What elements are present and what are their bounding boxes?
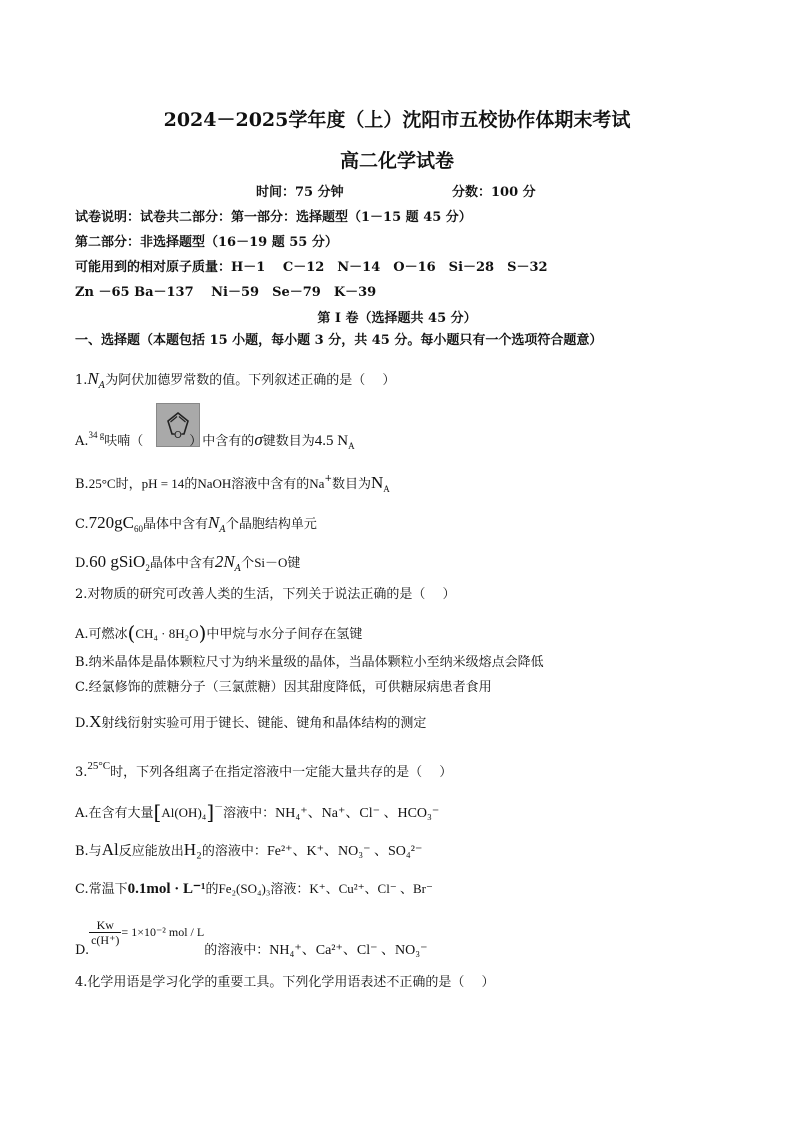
question-2-option-d: D.X射线衍射实验可用于键长、键能、键角和晶体结构的测定 xyxy=(75,712,427,731)
question-3-stem: 3.$^{25^\circ C}$时，下列各组离子在指定溶液中一定能大量共存的是（ ） xyxy=(75,760,453,780)
question-2-option-a: A.可燃冰(CH₄ · 8H₂O)中甲烷与水分子间存在氢键 xyxy=(75,621,363,645)
kw-fraction: $\frac{Kw}{c(H^+)}$ xyxy=(91,918,120,947)
svg-text:O: O xyxy=(174,430,182,441)
exam-time: 时间：75 分钟 xyxy=(256,185,344,200)
volume-heading: 第 I 卷（选择题共 45 分） xyxy=(317,311,477,326)
question-2-option-c: C.经氯修饰的蔗糖分子（三氯蔗糖）因其甜度降低，可供糖尿病患者食用 xyxy=(75,680,492,695)
intro-line-4: Zn －65 Ba－137 Ni－59 Se－79 K－39 xyxy=(75,285,377,300)
exam-score: 分数：100 分 xyxy=(452,185,536,200)
question-2-option-b: B.纳米晶体是晶体颗粒尺寸为纳米量级的晶体，当晶体颗粒小至纳米级熔点会降低 xyxy=(75,655,544,670)
exam-title: 2024－2025学年度（上）沈阳市五校协作体期末考试 xyxy=(163,109,631,131)
question-3-option-d: D. $\frac{Kw}{c(H^+)}$ = 1×10⁻² mol / L的溶液中：NH₄⁺、Ca²⁺、Cl⁻ 、NO₃⁻ xyxy=(75,918,428,958)
intro-line-3: 可能用到的相对原子质量：H－1 C－12 N－14 O－16 Si－28 S－32 xyxy=(75,260,548,275)
intro-line-2: 第二部分：非选择题型（16－19 题 55 分） xyxy=(75,235,338,250)
question-2-stem: 2.对物质的研究可改善人类的生活，下列关于说法正确的是（ ） xyxy=(75,587,456,602)
section-heading: 一、选择题（本题包括 15 小题，每小题 3 分，共 45 分。每小题只有一个选项符合题意） xyxy=(75,333,603,348)
question-1-option-c: $C.720gC_{60}$晶体中含有$N_A$个晶胞结构单元 xyxy=(75,513,317,535)
exam-subtitle: 高二化学试卷 xyxy=(339,150,454,172)
question-1-option-a: A.$^{34 g}$呋喃（ ）中含有的σ键数目为4.5 $N_A$ xyxy=(75,430,355,451)
intro-line-1: 试卷说明：试卷共二部分：第一部分：选择题型（1－15 题 45 分） xyxy=(75,210,472,225)
question-3-option-a: A.在含有大量[Al(OH)₄]－溶液中：NH₄⁺、Na⁺、Cl⁻ 、HCO₃⁻ xyxy=(75,800,440,824)
question-3-option-b: B.与Al反应能放出H₂的溶液中：Fe²⁺、K⁺、NO₃⁻ 、SO₄²⁻ xyxy=(75,840,423,859)
question-1-stem: $1.N_A$为阿伏加德罗常数的值。下列叙述正确的是（ ） xyxy=(75,369,396,391)
question-1-option-d: D.60 gSiO$_2$晶体中含有$2N_A$个Si－O键 xyxy=(75,552,301,574)
question-1-option-b: B.25°C时，pH = 14的NaOH溶液中含有的Na+数目为$N_A$ xyxy=(75,473,390,494)
question-4-stem: 4.化学用语是学习化学的重要工具。下列化学用语表述不正确的是（ ） xyxy=(75,975,495,990)
question-3-option-c: C.常温下0.1mol · L⁻¹的Fe₂(SO₄)₃溶液：K⁺、Cu²⁺、Cl⁻ 、Br⁻ xyxy=(75,881,433,897)
